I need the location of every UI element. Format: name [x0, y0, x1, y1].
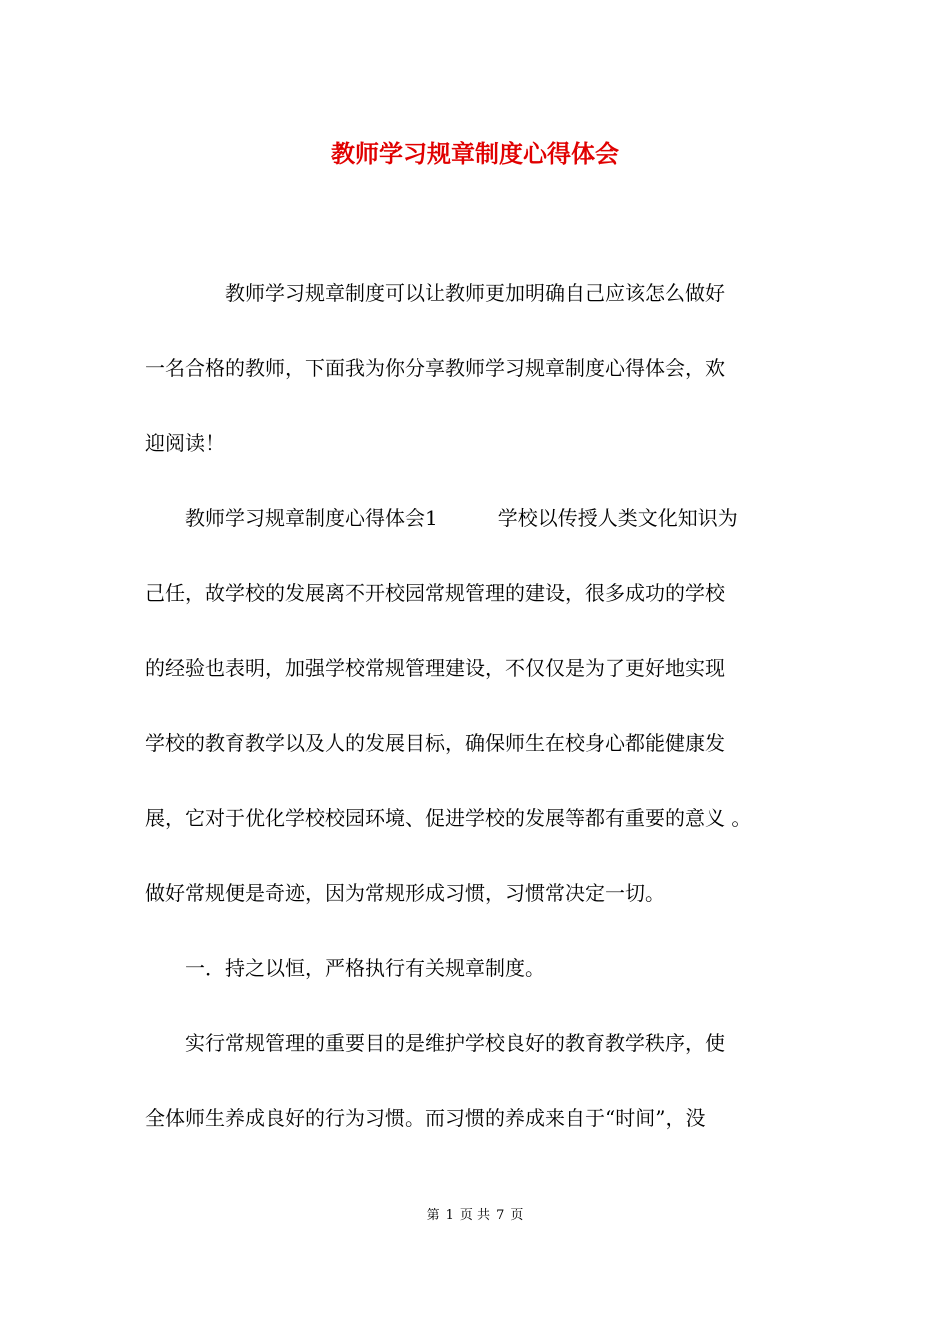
- paragraph-line: 实行常规管理的重要目的是维护学校良好的教育教学秩序，使: [145, 1031, 725, 1055]
- paragraph-line: 教师学习规章制度可以让教师更加明确自己应该怎么做好: [145, 281, 725, 305]
- page-footer: [0, 1206, 950, 1226]
- paragraph-line: 己任，故学校的发展离不开校园常规管理的建设，很多成功的学校: [145, 581, 725, 605]
- document-title: 教师学习规章制度心得体会: [331, 139, 619, 168]
- paragraph-line: 全体师生养成良好的行为习惯。而习惯的养成来自于“时间”，没: [145, 1106, 706, 1130]
- footer-middle: 页 共: [459, 1208, 491, 1223]
- paragraph-line: 做好常规便是奇迹，因为常规形成习惯，习惯常决定一切。: [145, 881, 665, 905]
- footer-suffix: 页: [510, 1208, 524, 1223]
- footer-total-pages: 7: [496, 1208, 505, 1223]
- paragraph-line: 一名合格的教师，下面我为你分享教师学习规章制度心得体会，欢: [145, 356, 725, 380]
- footer-current-page: 1: [445, 1208, 454, 1223]
- paragraph-line: 的经验也表明，加强学校常规管理建设，不仅仅是为了更好地实现: [145, 656, 725, 680]
- paragraph-line: 展，它对于优化学校校园环境、促进学校的发展等都有重要的意义 。: [145, 806, 752, 830]
- paragraph-line: 教师学习规章制度心得体会1 学校以传授人类文化知识为: [145, 506, 738, 530]
- paragraph-line: 学校的教育教学以及人的发展目标，确保师生在校身心都能健康发: [145, 731, 725, 755]
- paragraph-line: 迎阅读！: [145, 431, 225, 455]
- footer-prefix: 第: [426, 1208, 440, 1223]
- paragraph-line: 一．持之以恒，严格执行有关规章制度。: [145, 956, 545, 980]
